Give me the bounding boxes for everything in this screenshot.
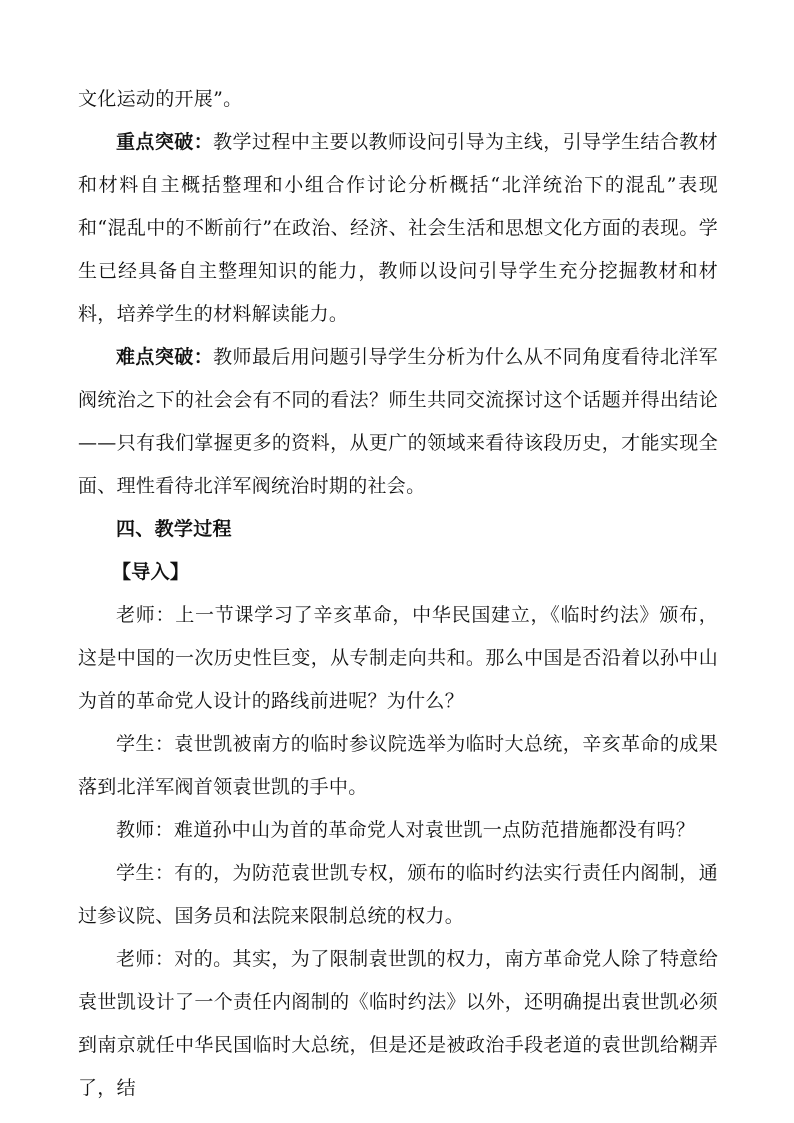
dialogue-text: 老师：对的。其实，为了限制袁世凯的权力，南方革命党人除了特意给袁世凯设计了一个责任内阁制的《临时约法》以外，还明确提出袁世凯必须到南京就任中华民国临时大总统，但是还是被政治手段老道的袁世凯给糊弄了，结 [78,948,718,1099]
section-heading-text: 四、教学过程 [116,518,232,540]
difficulty-breakthrough-label: 难点突破： [116,346,214,368]
dialogue-text: 老师：上一节课学习了辛亥革命，中华民国建立，《临时约法》颁布，这是中国的一次历史性巨变，从专制走向共和。那么中国是否沿着以孙中山为首的革命党人设计的路线前进呢？为什么？ [78,604,718,712]
dialogue-student-1 [78,723,718,809]
difficulty-breakthrough-text: 教师最后用问题引导学生分析为什么从不同角度看待北洋军阀统治之下的社会会有不同的看法？师生共同交流探讨这个话题并得出结论——只有我们掌握更多的资料，从更广的领域来看待该段历史，才能实现全面、理性看待北洋军阀统治时期的社会。 [78,346,718,497]
dialogue-text: 学生：有的，为防范袁世凯专权，颁布的临时约法实行责任内阁制，通过参议院、国务员和法院来限制总统的权力。 [78,862,718,927]
dialogue-teacher-1 [78,594,718,723]
key-breakthrough-label: 重点突破： [116,131,214,153]
paragraph-key-breakthrough [78,121,718,336]
subheading-introduction [78,551,718,594]
subheading-text: 【导入】 [112,561,190,583]
dialogue-text: 教师：难道孙中山为首的革命党人对袁世凯一点防范措施都没有吗？ [116,819,696,841]
key-breakthrough-text: 教学过程中主要以教师设问引导为主线，引导学生结合教材和材料自主概括整理和小组合作讨论分析概括“北洋统治下的混乱”表现和“混乱中的不断前行”在政治、经济、社会生活和思想文化方面的表现。学生已经具备自主整理知识的能力，教师以设问引导学生充分挖掘教材和材料，培养学生的材料解读能力。 [78,131,718,325]
section-heading-teaching-process [78,508,718,551]
paragraph-text: 文化运动的开展”。 [78,88,243,110]
dialogue-text: 学生：袁世凯被南方的临时参议院选举为临时大总统，辛亥革命的成果落到北洋军阀首领袁世凯的手中。 [78,733,718,798]
dialogue-teacher-2 [78,809,718,852]
dialogue-teacher-3 [78,938,718,1110]
dialogue-student-2 [78,852,718,938]
paragraph-difficulty-breakthrough [78,336,718,508]
paragraph-continuation [78,78,718,121]
